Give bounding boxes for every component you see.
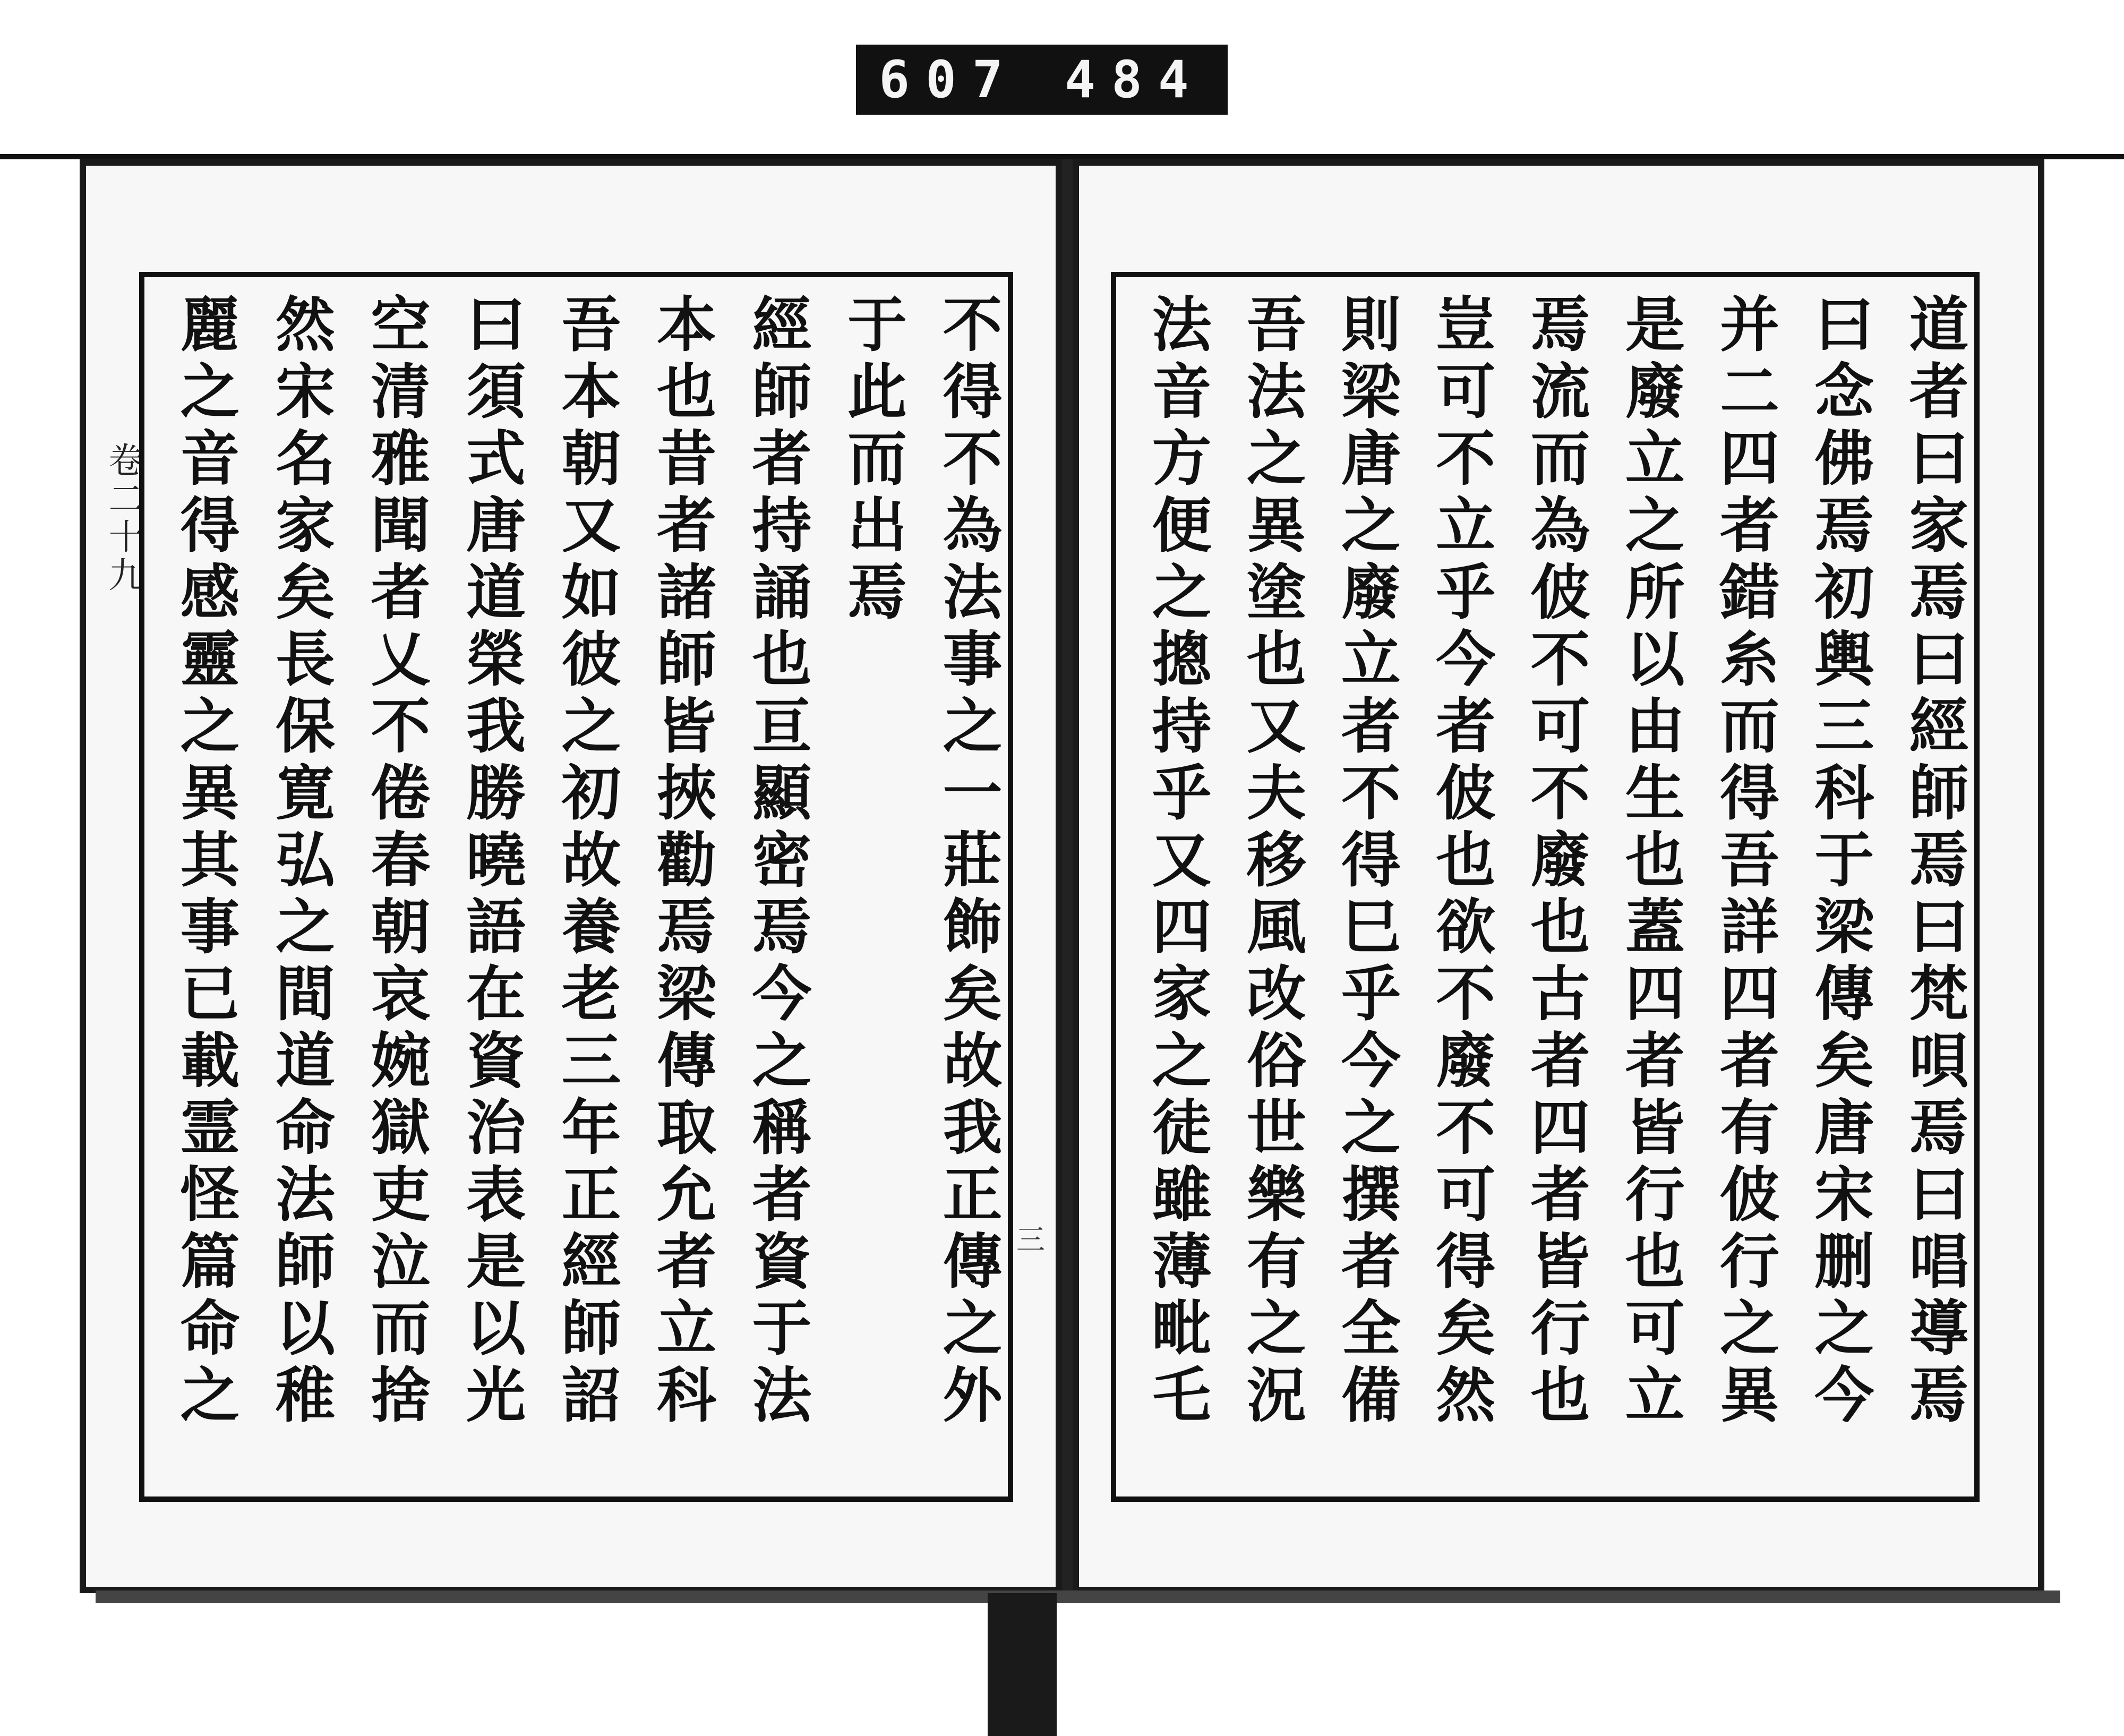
text-column: 則梁唐之廢立者不得巳乎今之撰者全備 (1331, 293, 1401, 1431)
text-column: 吾法之異塗也又夫移風改俗世樂有之況 (1237, 293, 1307, 1431)
right-columns (1127, 293, 1969, 1481)
open-book (80, 159, 2044, 1593)
right-page (1073, 159, 2044, 1593)
text-column: 是廢立之所以由生也蓋四者皆行也可立 (1615, 293, 1685, 1431)
text-column: 并二四者錯糸而得吾詳四者有佊行之異 (1710, 293, 1780, 1431)
catalog-label (856, 45, 1228, 115)
top-rule (0, 154, 2124, 159)
right-text-frame (1111, 272, 1980, 1502)
margin-title: 卷二十九 (102, 442, 143, 595)
text-column: 道者曰家焉曰經師焉曰梵唄焉曰唱導焉 (1899, 293, 1969, 1431)
text-column: 麗之音得感靈之異其事已載霊怪篇命之 (170, 293, 240, 1431)
text-column: 經師者持誦也亘顯密焉今之稱者資于法 (742, 293, 812, 1431)
left-text-frame (139, 272, 1013, 1502)
catalog-number-left: 607 (879, 50, 1019, 109)
text-column: 本也昔者諸師皆挾勸焉梁傳取允者立科 (647, 293, 717, 1431)
book-bottom-edge (96, 1590, 2060, 1603)
catalog-number-right: 484 (1065, 50, 1205, 109)
left-page (80, 159, 1062, 1593)
text-column: 吾本朝又如彼之初故養老三年正經師詔 (552, 293, 621, 1431)
text-column: 曰念佛焉初輿三科于梁傳矣唐宋删之今 (1804, 293, 1874, 1431)
text-column: 曰須式唐道榮我勝曉語在資治表是以光 (456, 293, 526, 1431)
book-stand (988, 1593, 1057, 1736)
text-column: 不得不為法事之一莊飾矣故我正傳之外 (933, 293, 1003, 1431)
text-column: 法音方便之摠持乎又四家之徒雖薄毗乇 (1142, 293, 1212, 1431)
book-spine (1062, 159, 1073, 1593)
text-column: 焉流而為佊不可不廢也古者四者皆行也 (1521, 293, 1590, 1431)
left-columns (155, 293, 1003, 1481)
text-column: 豈可不立乎今者佊也欲不廢不可得矣然 (1426, 293, 1496, 1431)
text-column: 于此而出焉 (837, 293, 907, 628)
text-column: 空清雅聞者乂不倦春朝哀婉獄吏泣而捨 (361, 293, 431, 1431)
text-column: 然宋名家矣長保寛弘之間道命法師以稚 (266, 293, 336, 1431)
folio-number: 三 (1016, 1223, 1045, 1256)
